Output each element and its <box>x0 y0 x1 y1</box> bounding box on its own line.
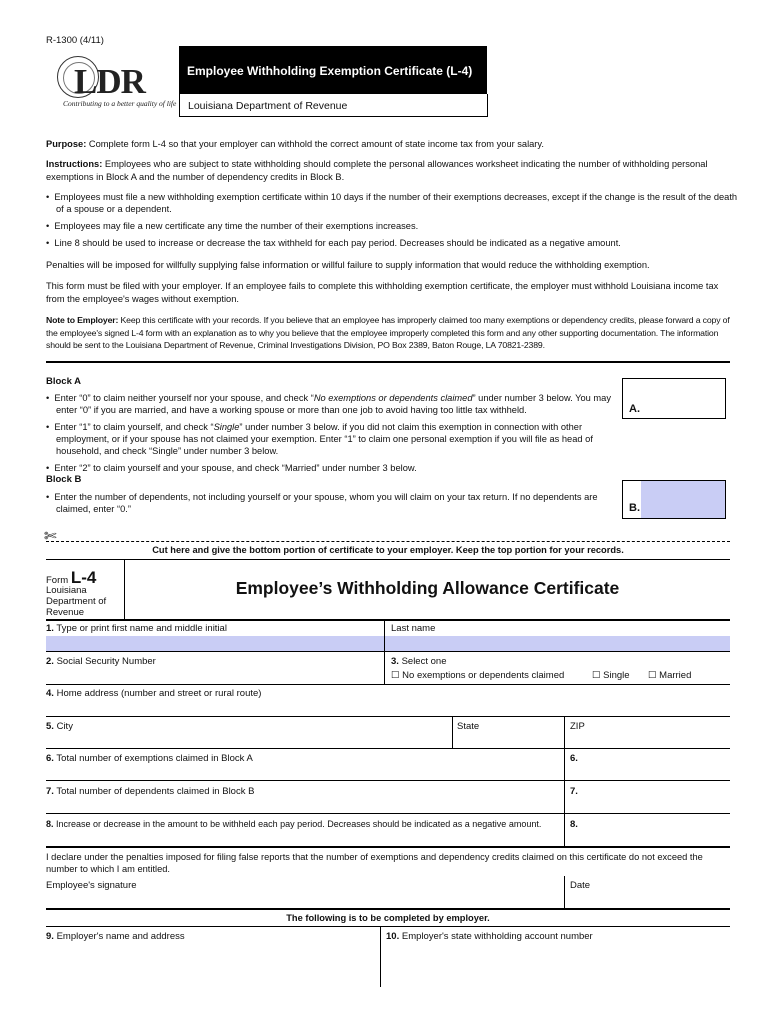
block-a-title: Block A <box>46 376 82 387</box>
ldr-logo: LDR <box>74 62 145 101</box>
divider <box>564 749 565 780</box>
instruction-bullet: • Line 8 should be used to increase or decrease the tax withheld for each pay period. Decreases should be indicated as a negative amount. <box>46 238 621 248</box>
note-to-employer: Note to Employer: Keep this certificate with your records. If you believe that an employee has improperly claimed too many exemptions or dependency credits, please forward a copy of the employee's signed L-4 form with an explanation as to why you believe that the employee improperly completed this form and any other supporting documentation. The information should be sent to the Louisiana Department of Revenue, Criminal Investigations Division, PO Box 2389, Baton Rouge, LA 70821-2389. <box>46 315 730 350</box>
divider <box>564 814 565 846</box>
header-department-box <box>179 94 488 117</box>
date-label: Date <box>570 880 591 891</box>
block-a-input[interactable] <box>622 378 726 419</box>
divider <box>46 748 730 749</box>
penalties-paragraph: Penalties will be imposed for willfully supplying false information or willful failure to supply information that would reduce the withholding exemption. <box>46 260 650 270</box>
block-a-label: A. <box>629 403 640 415</box>
department-name: Louisiana Department of Revenue <box>188 100 348 112</box>
zip-label: ZIP <box>570 721 585 732</box>
divider <box>46 684 730 685</box>
divider <box>564 876 565 908</box>
block-a-bullet: • Enter “2” to claim yourself and your spouse, and check “Married” under number 3 below. <box>46 463 417 473</box>
field-6-label: 6. Total number of exemptions claimed in Block A <box>46 753 253 764</box>
field-2-label: 2. Social Security Number <box>46 656 156 667</box>
block-a-bullet: • Enter “0” to claim neither yourself nor your spouse, and check “No exemptions or dependents claimed” under number 3 below. You may enter “0” if you are married, and have a working spouse or more than one job to avoid having too little tax withheld. <box>46 393 611 415</box>
divider <box>452 717 453 748</box>
declaration-text: I declare under the penalties imposed for filing false reports that the number of exemptions and dependency credits claimed on this certificate do not exceed the number to which I am entitled. <box>46 852 703 874</box>
first-name-input[interactable] <box>46 636 384 651</box>
divider <box>380 927 381 987</box>
page-title: Employee Withholding Exemption Certificate (L-4) <box>187 64 473 78</box>
field-5-label: 5. City <box>46 721 73 732</box>
field-4-label: 4. Home address (number and street or rural route) <box>46 688 262 699</box>
form-department: Louisiana Department of Revenue <box>46 585 107 618</box>
divider <box>384 652 385 684</box>
divider <box>46 846 730 848</box>
field-8-label: 8. Increase or decrease in the amount to be withheld each pay period. Decreases should be indicated as a negative amount. <box>46 819 542 829</box>
employer-heading: The following is to be completed by employer. <box>286 913 490 923</box>
block-b-title: Block B <box>46 474 82 485</box>
cut-line <box>46 541 730 542</box>
field-8-box[interactable]: 8. <box>570 819 578 830</box>
purpose-paragraph: Purpose: Complete form L-4 so that your employer can withhold the correct amount of state income tax from your salary. <box>46 139 544 149</box>
divider <box>46 559 730 560</box>
divider <box>564 781 565 813</box>
block-b-input[interactable] <box>622 480 726 519</box>
certificate-title: Employee’s Withholding Allowance Certificate <box>235 578 620 598</box>
divider <box>46 926 730 927</box>
block-b-bullet: • Enter the number of dependents, not including yourself or your spouse, whom you will claim on your tax return. If no dependents are claimed, enter “0.” <box>46 492 598 514</box>
last-name-label: Last name <box>391 623 436 634</box>
filing-paragraph: This form must be filed with your employer. If an employee fails to complete this withholding exemption certificate, the employer must withhold Louisiana income tax from the employee's wages without exemption. <box>46 281 719 304</box>
field-10-label: 10. Employer's state withholding account number <box>386 931 593 942</box>
instruction-bullet: • Employees may file a new certificate any time the number of their exemptions increases. <box>46 221 419 231</box>
divider <box>46 780 730 781</box>
option-no-exemptions[interactable]: ☐ No exemptions or dependents claimed <box>391 670 565 681</box>
logo-tagline: Contributing to a better quality of life <box>63 99 177 108</box>
divider <box>46 813 730 814</box>
last-name-input[interactable] <box>385 636 730 651</box>
divider <box>564 717 565 748</box>
state-label: State <box>457 721 480 732</box>
header-title-bar <box>179 46 487 94</box>
divider <box>46 908 730 910</box>
option-single[interactable]: ☐ Single <box>592 670 630 681</box>
instruction-bullet: • Employees must file a new withholding exemption certificate within 10 days if the number of their exemptions decreases, except if the change is the result of the death of a spouse or a dependent. <box>46 192 738 214</box>
block-b-label: B. <box>629 502 640 514</box>
field-9-label: 9. Employer's name and address <box>46 931 185 942</box>
option-married[interactable]: ☐ Married <box>648 670 692 681</box>
instructions-paragraph: Instructions: Employees who are subject to state withholding should complete the personal allowances worksheet indicating the number of withholding personal exemptions in Block A and the number of dependency credits in Block B. <box>46 159 708 182</box>
field-3-label: 3. Select one <box>391 656 447 667</box>
signature-label: Employee's signature <box>46 880 137 891</box>
field-7-box[interactable]: 7. <box>570 786 578 797</box>
field-7-label: 7. Total number of dependents claimed in Block B <box>46 786 255 797</box>
divider <box>46 651 730 652</box>
form-code: R-1300 (4/11) <box>46 35 104 46</box>
block-a-bullet: • Enter “1” to claim yourself, and check “Single” under number 3 below. if you did not claim this exemption in connection with other employment, or if your spouse has not claimed your exemption. Enter “1” to claim one personal exemption if you will file as head of household, and check “Single” under number 3 below. <box>46 422 593 456</box>
divider <box>46 619 730 621</box>
field-6-box[interactable]: 6. <box>570 753 578 764</box>
scissors-icon: ✄ <box>44 528 57 545</box>
cut-instructions: Cut here and give the bottom portion of certificate to your employer. Keep the top portion for your records. <box>152 545 624 555</box>
section-divider <box>46 361 730 363</box>
form-label: Form L-4 <box>46 568 97 587</box>
divider <box>46 716 730 717</box>
field-1-label: 1. Type or print first name and middle initial <box>46 623 227 634</box>
